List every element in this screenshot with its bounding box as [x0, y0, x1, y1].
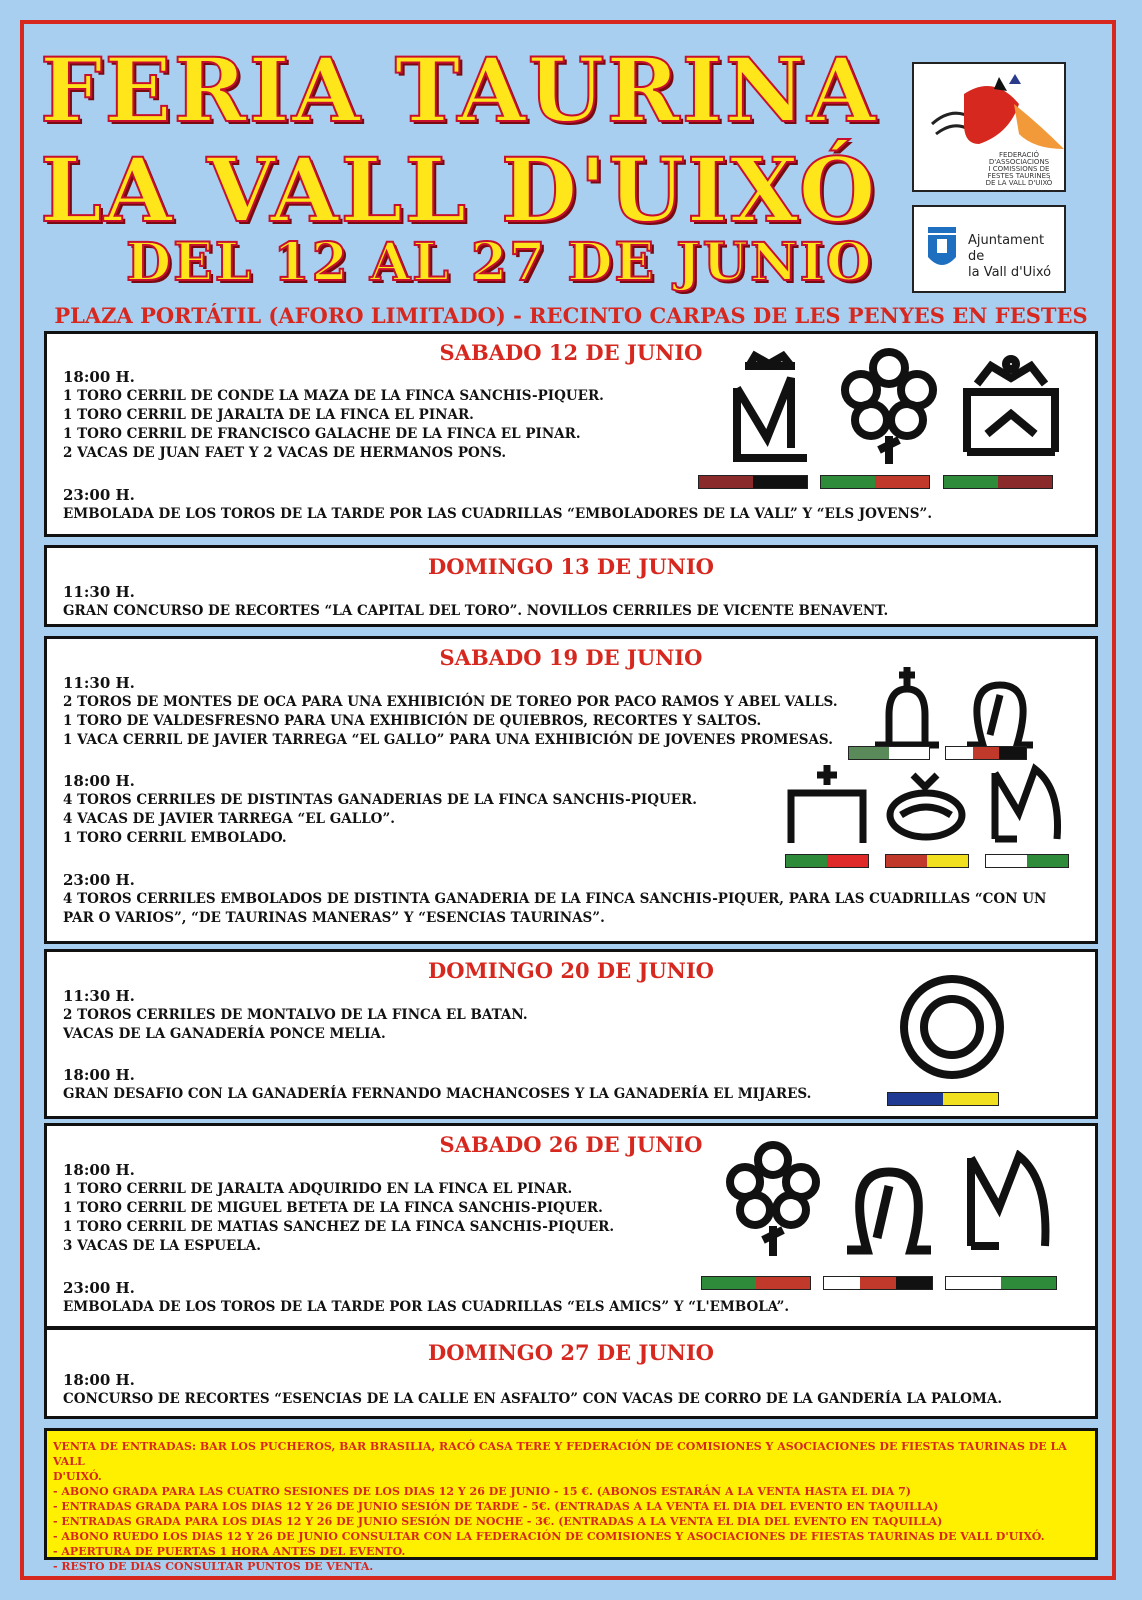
event-line: EMBOLADA DE LOS TOROS DE LA TARDE POR LAS CUADRILLAS “ELS AMICS” Y “L'EMBOLA”.	[63, 1299, 790, 1315]
event-time: 23:00 H.	[63, 1279, 135, 1297]
cross-arch-brand-icon	[785, 763, 869, 847]
event-line: 1 VACA CERRIL DE JAVIER TARREGA “EL GALLO” PARA UNA EXHIBICIÓN DE JOVENES PROMESAS.	[63, 732, 833, 748]
brand-colors-bar	[701, 1276, 811, 1290]
crowned-crest-brand-icon	[883, 767, 969, 845]
event-line: 1 TORO CERRIL DE JARALTA DE LA FINCA EL PINAR.	[63, 407, 474, 423]
brand-colors-bar	[945, 746, 1027, 760]
event-line: 1 TORO CERRIL DE FRANCISCO GALACHE DE LA FINCA EL PINAR.	[63, 426, 581, 442]
crowned-bridge-brand-icon	[957, 354, 1065, 458]
federacio-logo	[912, 62, 1066, 192]
title-line-1: FERIA TAURINA	[40, 38, 878, 142]
info-line: - ABONO RUEDO LOS DIAS 12 Y 26 DE JUNIO CONSULTAR CON LA FEDERACIÓN DE COMISIONES Y ASOCIACIONES DE FIESTAS TAURINAS DE VALL D'UIXÓ.	[53, 1530, 1045, 1543]
event-day-heading: DOMINGO 27 DE JUNIO	[428, 1340, 714, 1365]
omega-m-brand-icon	[837, 1160, 941, 1256]
event-time: 18:00 H.	[63, 1161, 135, 1179]
event-card-sabado-26	[44, 1123, 1098, 1329]
event-line: EMBOLADA DE LOS TOROS DE LA TARDE POR LAS CUADRILLAS “EMBOLADORES DE LA VALL” Y “ELS JOVENS”.	[63, 506, 933, 522]
event-time: 23:00 H.	[63, 486, 135, 504]
flower-brand-icon	[723, 1140, 823, 1258]
venue-subtitle: PLAZA PORTÁTIL (AFORO LIMITADO) - RECINTO CARPAS DE LES PENYES EN FESTES	[54, 303, 1088, 328]
event-time: 18:00 H.	[63, 1371, 135, 1389]
event-time: 11:30 H.	[63, 987, 135, 1005]
event-card-sabado-19	[44, 636, 1098, 944]
event-time: 18:00 H.	[63, 368, 135, 386]
event-line: 4 VACAS DE JAVIER TARREGA “EL GALLO”.	[63, 811, 395, 827]
event-line: 1 TORO CERRIL EMBOLADO.	[63, 830, 287, 846]
event-card-domingo-13	[44, 545, 1098, 627]
federacio-text-1: FEDERACIÓ	[999, 151, 1039, 159]
event-line: GRAN DESAFIO CON LA GANADERÍA FERNANDO MACHANCOSES Y LA GANADERÍA EL MIJARES.	[63, 1086, 812, 1102]
info-line: - APERTURA DE PUERTAS 1 HORA ANTES DEL EVENTO.	[53, 1545, 406, 1558]
event-card-domingo-20	[44, 949, 1098, 1119]
brand-colors-bar	[785, 854, 869, 868]
omega-m-brand-icon	[957, 665, 1043, 751]
event-line: 1 TORO CERRIL DE JARALTA ADQUIRIDO EN LA FINCA EL PINAR.	[63, 1181, 573, 1197]
city-shield-icon	[924, 225, 960, 275]
event-line: 1 TORO CERRIL DE CONDE LA MAZA DE LA FINCA SANCHIS-PIQUER.	[63, 388, 604, 404]
event-time: 18:00 H.	[63, 772, 135, 790]
event-line: PAR O VARIOS”, “DE TAURINAS MANERAS” Y “ESENCIAS TAURINAS”.	[63, 910, 605, 926]
m-brand-icon	[959, 1150, 1059, 1254]
brand-colors-bar	[698, 475, 808, 489]
m-brand-icon	[985, 763, 1069, 847]
federacio-text-3: I COMISSIONS DE	[988, 165, 1050, 173]
ticket-info-box	[44, 1428, 1098, 1573]
event-line: 4 TOROS CERRILES EMBOLADOS DE DISTINTA GANADERIA DE LA FINCA SANCHIS-PIQUER, PARA LAS CUADRILLAS “CON UN	[63, 891, 1047, 907]
brand-colors-bar	[985, 854, 1069, 868]
event-line: CONCURSO DE RECORTES “ESENCIAS DE LA CALLE EN ASFALTO” CON VACAS DE CORRO DE LA GANDERÍA LA PALOMA.	[63, 1391, 1003, 1407]
event-line: 1 TORO CERRIL DE MIGUEL BETETA DE LA FINCA SANCHIS-PIQUER.	[63, 1200, 603, 1216]
event-line: 2 TOROS DE MONTES DE OCA PARA UNA EXHIBICIÓN DE TOREO POR PACO RAMOS Y ABEL VALLS.	[63, 694, 838, 710]
event-line: 1 TORO CERRIL DE MATIAS SANCHEZ DE LA FINCA SANCHIS-PIQUER.	[63, 1219, 615, 1235]
event-line: VACAS DE LA GANADERÍA PONCE MELIA.	[63, 1026, 386, 1042]
event-line: 1 TORO DE VALDESFRESNO PARA UNA EXHIBICIÓN DE QUIEBROS, RECORTES Y SALTOS.	[63, 713, 762, 729]
title-line-2: LA VALL D'UIXÓ	[40, 138, 878, 242]
event-card-sabado-12	[44, 331, 1098, 537]
info-line: - ENTRADAS GRADA PARA LOS DIAS 12 Y 26 DE JUNIO SESIÓN DE TARDE - 5€. (ENTRADAS A LA VENTA EL DIA DEL EVENTO EN TAQUILLA)	[53, 1500, 939, 1513]
info-line: VENTA DE ENTRADAS: BAR LOS PUCHEROS, BAR BRASILIA, RACÓ CASA TERE Y FEDERACIÓN DE COMISIONES Y ASOCIACIONES DE FIESTAS TAURINAS DE LA VALL	[53, 1440, 1067, 1468]
brand-colors-bar	[885, 854, 969, 868]
event-time: 18:00 H.	[63, 1066, 135, 1084]
event-line: GRAN CONCURSO DE RECORTES “LA CAPITAL DEL TORO”. NOVILLOS CERRILES DE VICENTE BENAVENT.	[63, 603, 889, 619]
event-line: 2 TOROS CERRILES DE MONTALVO DE LA FINCA EL BATAN.	[63, 1007, 528, 1023]
brand-colors-bar	[823, 1276, 933, 1290]
brand-colors-bar	[887, 1092, 999, 1106]
event-day-heading: SABADO 19 DE JUNIO	[439, 645, 703, 670]
event-day-heading: DOMINGO 13 DE JUNIO	[428, 554, 714, 579]
event-line: 3 VACAS DE LA ESPUELA.	[63, 1238, 261, 1254]
event-time: 11:30 H.	[63, 583, 135, 601]
federacio-text-2: D'ASSOCIACIONS	[988, 158, 1050, 166]
ajuntament-line-2: la Vall d'Uixó	[968, 265, 1052, 280]
brand-colors-bar	[848, 746, 930, 760]
info-line: - ABONO GRADA PARA LAS CUATRO SESIONES DE LOS DIAS 12 Y 26 DE JUNIO - 15 €. (ABONOS ESTARÁN A LA VENTA HASTA EL DIA 7)	[53, 1485, 911, 1498]
crowned-m-brand-icon	[715, 348, 825, 464]
event-line: 2 VACAS DE JUAN FAET Y 2 VACAS DE HERMANOS PONS.	[63, 445, 507, 461]
dates-heading: DEL 12 AL 27 DE JUNIO	[126, 232, 874, 293]
info-line: - RESTO DE DIAS CONSULTAR PUNTOS DE VENTA.	[53, 1560, 374, 1573]
concentric-circles-brand-icon	[897, 972, 1007, 1082]
ajuntament-line-1: Ajuntament de	[968, 233, 1045, 264]
cross-bell-brand-icon	[869, 665, 945, 751]
info-line: D'UIXÓ.	[53, 1470, 102, 1483]
ajuntament-logo	[912, 205, 1066, 293]
event-day-heading: SABADO 12 DE JUNIO	[439, 340, 703, 365]
event-time: 11:30 H.	[63, 674, 135, 692]
federacio-text-4: FESTES TAURINES	[987, 172, 1051, 180]
event-day-heading: DOMINGO 20 DE JUNIO	[428, 958, 714, 983]
event-time: 23:00 H.	[63, 871, 135, 889]
event-day-heading: SABADO 26 DE JUNIO	[439, 1132, 703, 1157]
federacio-text-5: DE LA VALL D'UIXÓ	[985, 179, 1053, 187]
brand-colors-bar	[820, 475, 930, 489]
flower-brand-icon	[837, 346, 941, 466]
brand-colors-bar	[943, 475, 1053, 489]
event-card-domingo-27	[44, 1327, 1098, 1419]
event-line: 4 TOROS CERRILES DE DISTINTAS GANADERIAS DE LA FINCA SANCHIS-PIQUER.	[63, 792, 697, 808]
info-line: - ENTRADAS GRADA PARA LOS DIAS 12 Y 26 DE JUNIO SESIÓN DE NOCHE - 3€. (ENTRADAS A LA VENTA EL DIA DEL EVENTO EN TAQUILLA)	[53, 1515, 943, 1528]
brand-colors-bar	[945, 1276, 1057, 1290]
